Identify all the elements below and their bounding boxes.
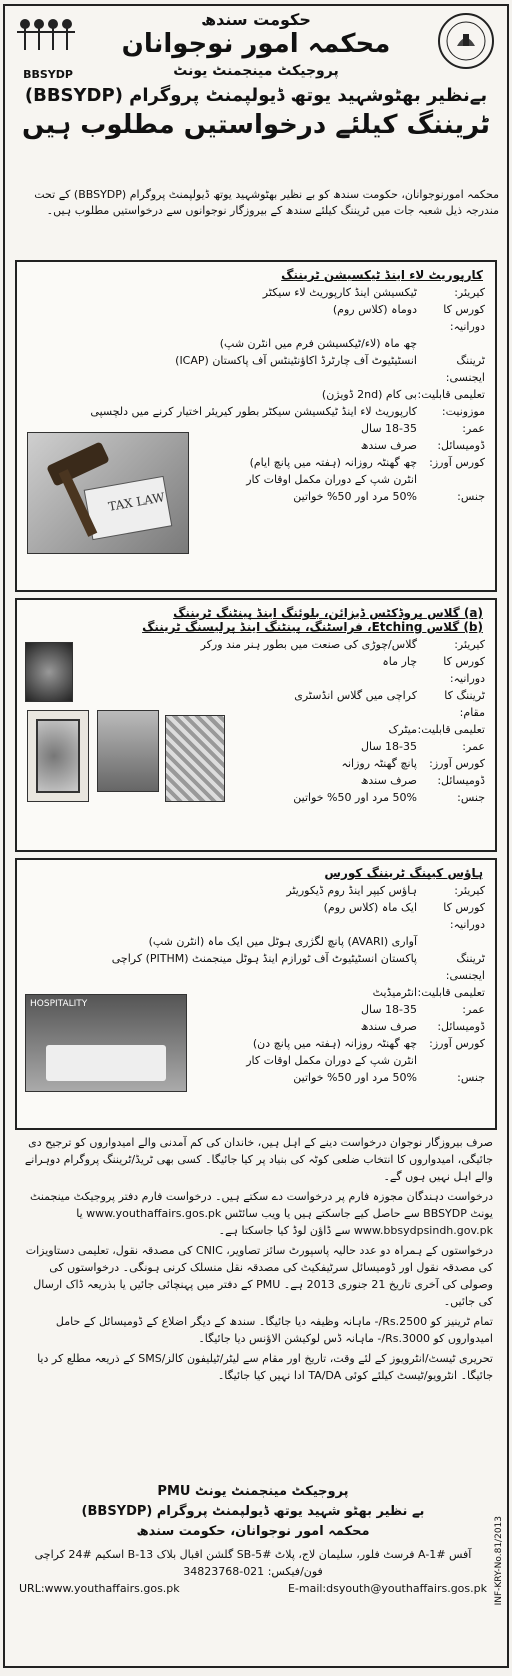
detail-key: ڈومیسائل: [437,439,485,452]
detail-key: ڈومیسائل: [437,774,485,787]
glass-photo-2 [27,710,89,802]
detail-value: چھ ماہ (لاء/ٹیکسیشن فرم میں انٹرن شپ) [219,337,417,350]
phone-number: 021-34823768 [183,1565,265,1578]
detail-value: 50% مرد اور 50% خواتین [293,490,417,503]
detail-key: عمر: [462,422,485,435]
detail-row [17,636,495,653]
website-link[interactable]: URL:www.youthaffairs.gos.pk [19,1582,180,1595]
detail-value: کراچی میں گلاس انڈسٹری [294,689,417,702]
detail-key [417,335,485,352]
glass-photo-1 [25,642,73,702]
headline: ٹریننگ کیلئے درخواستیں مطلوب ہیں [21,110,491,140]
detail-row [17,950,495,984]
detail-value: چار ماہ [382,655,417,668]
detail-key: ٹریننگ کا مقام: [444,689,485,719]
detail-key: کیریئر: [454,286,485,299]
logo-text: BBSYDP [23,68,73,81]
detail-key: ٹریننگ ایجنسی: [445,952,485,982]
detail-value: 50% مرد اور 50% خواتین [293,791,417,804]
detail-key: ٹریننگ ایجنسی: [445,354,485,384]
detail-value: انسٹیٹیوٹ آف چارٹرڈ اکاؤنٹینٹس آف پاکستان (ICAP) [175,354,417,367]
detail-key: تعلیمی قابلیت: [417,986,485,999]
tax-law-photo [27,432,189,554]
phone-label: فون/فیکس: [267,1565,323,1578]
detail-key: کورس کا دورانیہ: [443,303,485,333]
detail-value: ایک ماہ (کلاس روم) [323,901,417,914]
people-logo-icon [13,16,83,64]
detail-key: عمر: [462,1003,485,1016]
detail-row [17,301,495,335]
section1-title: کارپوریٹ لاء اینڈ ٹیکسیشن ٹریننگ [281,268,483,282]
section3-title: ہاؤس کیپنگ ٹریننگ کورس [324,866,483,880]
detail-key: کیریئر: [454,884,485,897]
detail-value: انٹرن شپ کے دوران مکمل اوقات کار [246,473,417,486]
detail-value: کارپوریٹ لاء اینڈ ٹیکسیشن سیکٹر بطور کیریئر اختیار کرنے میں دلچسپی [90,405,417,418]
footer [19,1482,487,1595]
detail-key: جنس: [457,791,485,804]
detail-key: ڈومیسائل: [437,1020,485,1033]
detail-row [17,386,495,403]
detail-value: دوماہ (کلاس روم) [332,303,417,316]
section-corporate-law [15,260,497,592]
detail-value: 18-35 سال [360,740,417,753]
footer-pmu: پروجیکٹ مینجمنٹ یونٹ PMU [157,1484,349,1499]
detail-value: صرف سندھ [360,1020,417,1033]
detail-value: 50% مرد اور 50% خواتین [293,1071,417,1084]
section-glass-products [15,598,497,852]
detail-value: چھ گھنٹہ روزانہ (ہفتہ میں پانچ ایام) [249,456,417,469]
detail-key: کورس آورز: [429,757,485,770]
bbsydp-logo [13,16,83,81]
note-paragraph: صرف بیروزگار نوجوان درخواست دینے کے اہل ہیں، خاندان کی کم آمدنی والے امیدواروں کو ترجیح دی جائیگی، امیدواروں کا انتخاب ضلعی کوٹہ کی بنیاد پر کیا جائیگا۔ کسی بھی ٹریڈ/ٹریننگ پروگرام دوہرانے والے اہل نہیں ہوں گے۔ [24,1136,493,1183]
seal-icon [437,12,495,70]
email-link[interactable]: E-mail:dsyouth@youthaffairs.gos.pk [287,1582,487,1595]
note-paragraph: درخواستوں کے ہمراہ دو عدد حالیہ پاسپورٹ سائز تصاویر، CNIC کی مصدقہ نقول، تعلیمی دستاویزات کی مصدقہ نقول اور ڈومیسائل سرٹیفکیٹ کی مصدقہ نقل منسلک کرنی ہونگی۔ درخواستوں کی وصولی کی آخری تاریخ 21 جنوری 2013 ہے۔ PMU کے دفتر میں پہنچائی جائیں یا بذریعہ ڈاک ارسال کی جائیں۔ [25,1244,493,1308]
detail-value: میٹرک [388,723,417,736]
detail-value: صرف سندھ [360,439,417,452]
detail-value: 18-35 سال [360,422,417,435]
unit-title: پروجیکٹ مینجمنٹ یونٹ [173,63,339,79]
note-paragraph: تحریری ٹیسٹ/انٹرویوز کے لئے وقت، تاریخ اور مقام سے لیٹر/ٹیلیفون کالز/SMS کے ذریعہ مطلع کر دیا جائیگا۔ انٹرویو/ٹیسٹ کیلئے کوئی TA/DA ادا نہیں کیا جائیگا۔ [37,1352,493,1382]
detail-key: کورس آورز: [429,456,485,469]
header [5,6,507,181]
detail-row [17,335,495,352]
hospitality-label: HOSPITALITY [30,999,88,1009]
glass-photo-4 [165,715,225,802]
detail-value: ہاؤس کیپر اینڈ روم ڈیکوریٹر [286,884,417,897]
detail-value: پانچ گھنٹہ روزانہ [341,757,417,770]
detail-key [417,933,485,950]
footer-program: بے نظیر بھٹو شہید یوتھ ڈیولپمنٹ پروگرام (BBSYDP) [81,1504,425,1519]
detail-row [17,899,495,933]
detail-row [17,882,495,899]
detail-value: گلاس/چوڑی کی صنعت میں بطور ہنر مند ورکر [200,638,417,651]
detail-key: جنس: [457,490,485,503]
notes [9,1134,503,1387]
detail-key: کورس کا دورانیہ: [443,655,485,685]
footer-address: آفس #A-1 فرسٹ فلور، سلیمان لاج، پلاٹ #SB-5 گلشن اقبال بلاک 13-B اسکیم #24 کراچی [34,1548,472,1561]
detail-key: موزونیت: [441,405,485,418]
detail-value: 18-35 سال [360,1003,417,1016]
section-housekeeping [15,858,497,1130]
detail-key [417,471,485,488]
detail-key [417,1052,485,1069]
tax-law-label: TAX LAW [107,490,166,514]
section2-title-b: (b) گلاس Etching، فراسٹنگ، پینٹنگ اینڈ پرلیسنگ ٹریننگ [142,620,483,634]
detail-key: کورس کا دورانیہ: [443,901,485,931]
glass-photo-3 [97,710,159,792]
detail-key: کورس آورز: [429,1037,485,1050]
detail-row [17,284,495,301]
note-paragraph: تمام ٹرینیز کو Rs.2500/- ماہانہ وظیفہ دیا جائیگا۔ سندھ کے دیگر اضلاع کے ڈومیسائل کے حامل امیدواروں کو Rs.3000/- ماہانہ ڈس لوکیشن الاؤنس دیا جائیگا۔ [55,1315,493,1345]
detail-value: چھ گھنٹہ روزانہ (ہفتہ میں پانچ دن) [252,1037,417,1050]
hospitality-photo [25,994,187,1092]
detail-key: تعلیمی قابلیت: [417,388,485,401]
note-paragraph: درخواست دہندگان مجوزہ فارم پر درخواست دے سکتے ہیں۔ درخواست فارم دفتر پروجیکٹ مینجمنٹ یونٹ BBSYDP سے حاصل کیے جاسکتے ہیں یا ویب سائٹس www.youthaffairs.gos.pk یا www.bbsydpsindh.gov.pk سے ڈاؤن لوڈ کیا جاسکتا ہے۔ [30,1190,493,1237]
detail-value: صرف سندھ [360,774,417,787]
detail-value: ٹیکسیشن اینڈ کارپوریٹ لاء سیکٹر [262,286,417,299]
detail-key: جنس: [457,1071,485,1084]
dept-title: محکمہ امور نوجوانان [121,29,391,59]
section2-title-a: (a) گلاس پروڈکٹس ڈیزائن، بلوئنگ اینڈ پینٹنگ ٹریننگ [173,606,483,620]
program-title: بےنظیر بھٹوشہید یوتھ ڈیولپمنٹ پروگرام (BBSYDP) [24,85,488,106]
detail-key: کیریئر: [454,638,485,651]
detail-value: انٹرن شپ کے دوران مکمل اوقات کار [246,1054,417,1067]
detail-row [17,352,495,386]
detail-value: پاکستان انسٹیٹیوٹ آف ٹورازم اینڈ ہوٹل مینجمنٹ (PITHM) کراچی [111,952,417,965]
detail-row [17,403,495,420]
detail-key: تعلیمی قابلیت: [417,723,485,736]
detail-value: آواری (AVARI) پانچ لگژری ہوٹل میں ایک ماہ (انٹرن شپ) [148,935,417,948]
sindh-govt-seal [437,12,495,70]
intro-paragraph: محکمہ امورنوجوانان، حکومت سندھ کو بے نظیر بھٹوشہید یوتھ ڈیولپمنٹ پروگرام (BBSYDP) کے تحت مندرجہ ذیل شعبہ جات میں ٹریننگ کیلئے سندھ کے بیروزگار نوجوانوں سے درخواستیں مطلوب ہیں۔ [34,188,499,217]
reference-number: INF-KRY-No.81/2013 [494,1516,504,1606]
detail-row [17,933,495,950]
govt-title: حکومت سندھ [201,10,311,29]
detail-row [17,653,495,687]
advertisement-page [3,4,509,1668]
detail-key: عمر: [462,740,485,753]
detail-value: انٹرمیڈیٹ [372,986,417,999]
detail-value: بی کام (2nd ڈویژن) [321,388,417,401]
footer-dept: محکمہ امور نوجوانان، حکومت سندھ [136,1524,370,1539]
